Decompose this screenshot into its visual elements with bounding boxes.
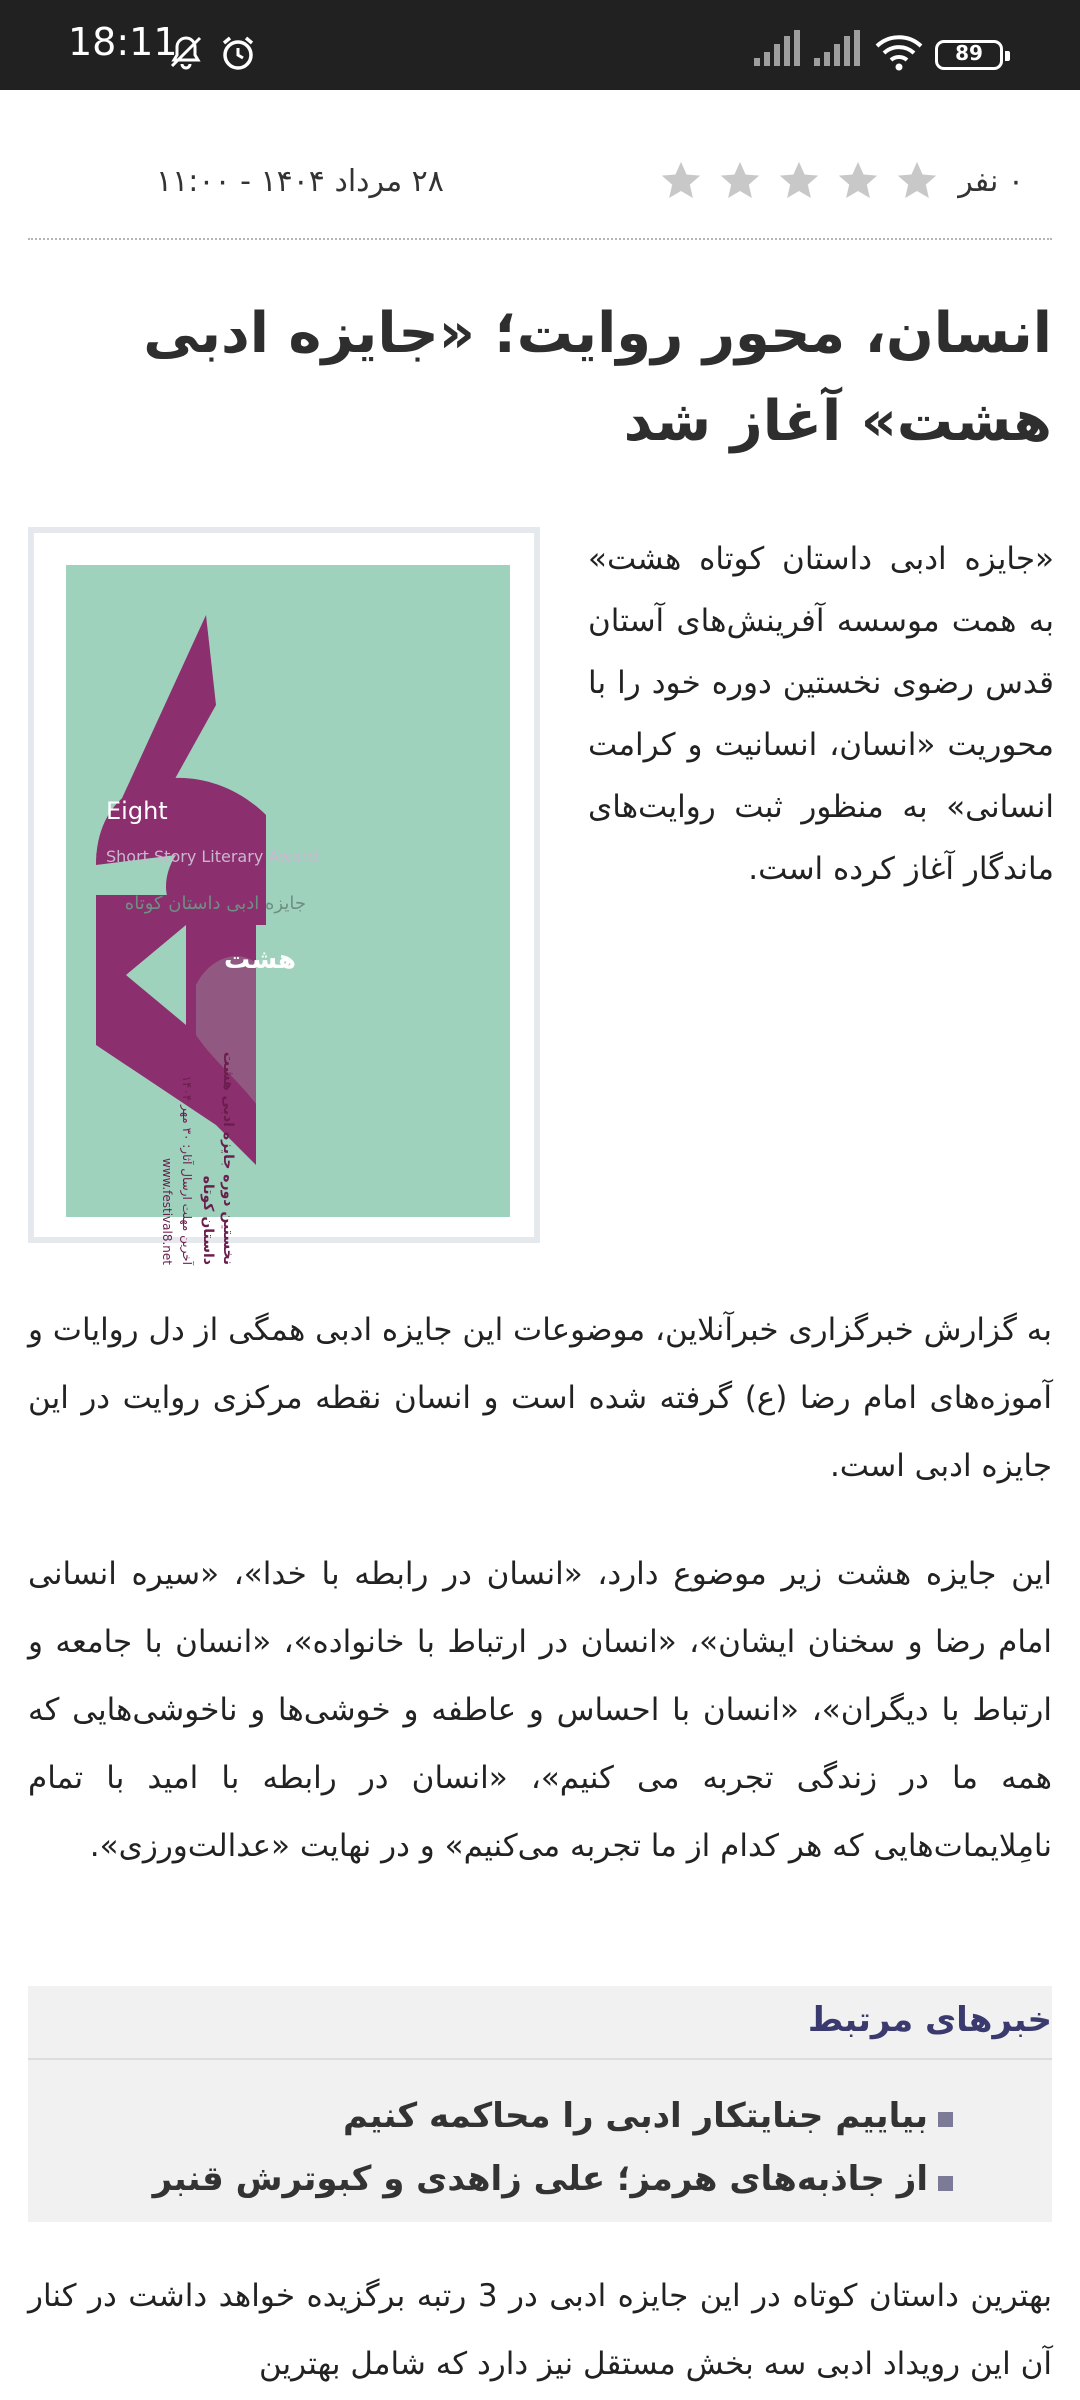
battery-icon [935, 40, 1003, 70]
star-icon[interactable] [835, 158, 881, 204]
star-icon[interactable] [717, 158, 763, 204]
poster-subtitle-en: Short Story Literary Award [106, 847, 319, 866]
award-poster [66, 565, 510, 1265]
bullet-icon [938, 2112, 953, 2127]
poster-hasht: هشت [223, 945, 296, 975]
signal-icon [752, 28, 802, 68]
poster-side-title: نخستین دوره جایزه ادبی هشت [220, 1051, 236, 1265]
bell-muted-icon [168, 34, 204, 70]
poster-eight-label: Eight [106, 797, 168, 825]
star-icon[interactable] [658, 158, 704, 204]
article-image[interactable] [28, 527, 540, 1265]
article-paragraph: این جایزه هشت زیر موضوع دارد، «انسان در رابطه با خدا»، «سیره انسانی امام رضا و سخنان ایشان»، «انسان در ارتباط با خانواده»، «انسان با جامعه و ارتباط با دیگران»، «انسان با احساس و عاطفه و خوشی‌ها و ناخوشی‌هایی که همه ما در زندگی تجربه می کنیم»، «انسان در رابطه با امید با تمام نامِلایمات‌هایی که هر کدام از ما تجربه می‌کنیم» و در نهایت «عدالت‌ورزی». [28, 1556, 1052, 1864]
article-meta [28, 148, 1052, 218]
article-lead: «جایزه ادبی داستان کوتاه هشت» به همت موسسه آفرینش‌های آستان قدس رضوی نخستین دوره خود را با محوریت «انسان، انسانیت و کرامت انسانی» به منظور ثبت روایت‌های ماندگار آغاز کرده است. [588, 541, 1054, 887]
related-news-header [28, 1986, 1052, 2060]
poster-deadline: آخرین مهلت ارسال آثار: ۳۰ مهر ۱۴۰۴ [180, 1075, 194, 1265]
star-icon[interactable] [776, 158, 822, 204]
signal-icon [812, 28, 862, 68]
rating-count: ۰ نفر [958, 164, 1024, 199]
star-icon[interactable] [894, 158, 940, 204]
related-news-link[interactable]: از جاذبه‌های هرمز؛ علی زاهدی و کبوترش قنبر [152, 2159, 928, 2199]
article-paragraph: به گزارش خبرگزاری خبرآنلاین، موضوعات این جایزه ادبی همگی از دل روایات و آموزه‌های امام رضا (ع) گرفته شده است و انسان نقطه مرکزی روایت در این جایزه ادبی است. [27, 1312, 1052, 1484]
poster-subtitle-fa: جایزه ادبی داستان کوتاه [124, 893, 306, 914]
poster-side-text [0, 865, 236, 1265]
alarm-icon [218, 33, 258, 73]
battery-level: 89 [955, 41, 983, 65]
related-news-title: خبرهای مرتبط [807, 2000, 1052, 2040]
rating-stars[interactable] [658, 158, 948, 208]
poster-site: www.festival8.net [160, 1158, 174, 1265]
related-news-box [28, 1986, 1052, 2222]
article-title: انسان، محور روایت؛ «جایزه ادبی هشت» آغاز شد [143, 301, 1052, 454]
divider [28, 238, 1052, 240]
article-paragraph: بهترین داستان کوتاه در این جایزه ادبی در 3 رتبه برگزیده خواهد داشت در کنار آن این رویداد ادبی سه بخش مستقل نیز دارد که شامل بهترین [28, 2278, 1052, 2382]
status-time: 18:11 [68, 20, 178, 64]
publish-date: ۲۸ مرداد ۱۴۰۴ - ۱۱:۰۰ [156, 164, 444, 199]
poster-side-sub: داستان کوتاه [200, 1175, 216, 1265]
related-news-link[interactable]: بیاییم جنایتکار ادبی را محاکمه کنیم [342, 2096, 928, 2136]
status-bar [0, 0, 1080, 90]
bullet-icon [938, 2176, 953, 2191]
wifi-icon [874, 32, 924, 72]
